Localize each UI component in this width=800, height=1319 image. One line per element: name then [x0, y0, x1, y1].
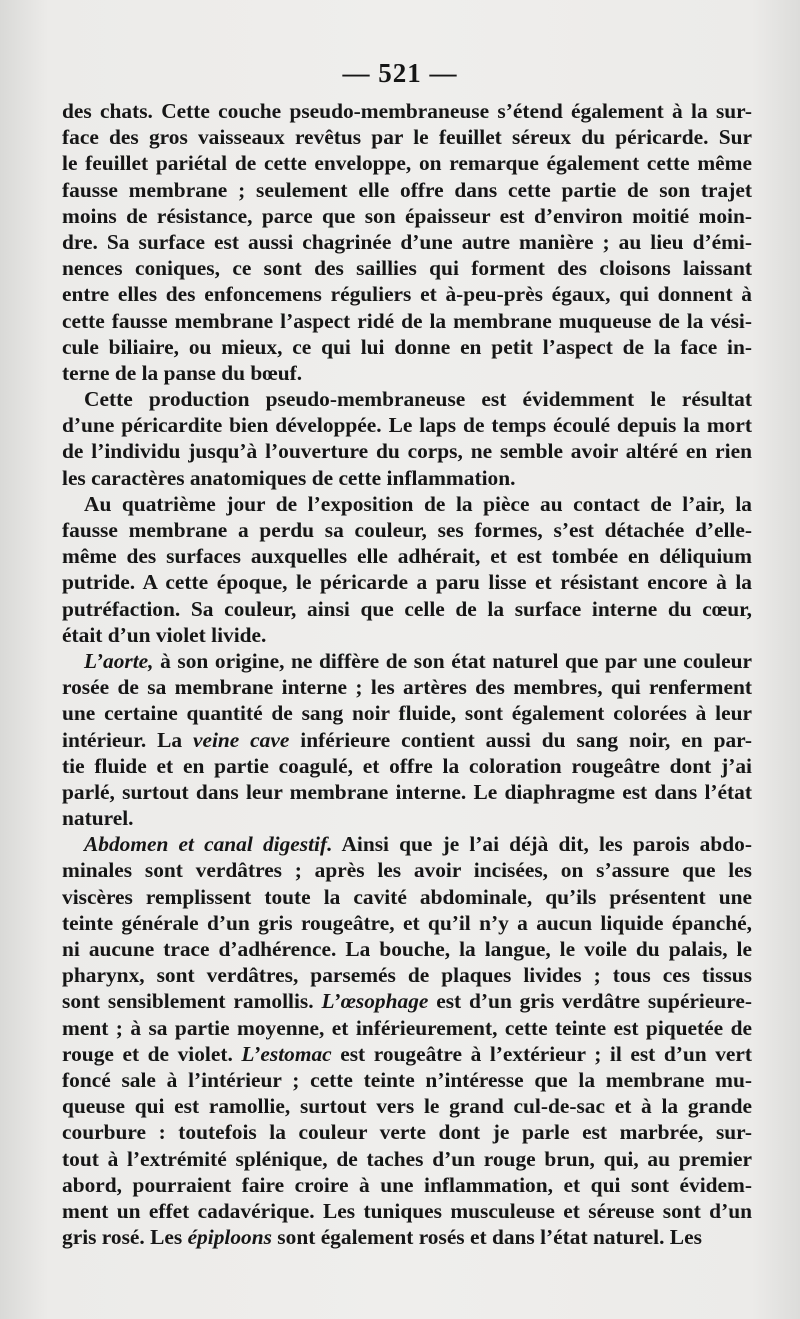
text-line	[62, 884, 752, 910]
text-line	[62, 857, 752, 883]
italic-term: veine cave	[192, 727, 290, 752]
text-line	[62, 779, 752, 805]
text-line	[62, 727, 752, 753]
text-line	[62, 753, 752, 779]
text-line	[62, 622, 752, 648]
text-run: entre elles des enfoncemens réguliers et à-peu-près égaux, qui donnent à	[62, 282, 752, 307]
text-run: cule biliaire, ou mieux, ce qui lui donne en petit l’aspect de la face in-	[62, 334, 752, 359]
text-line	[62, 1172, 752, 1198]
text-run: fausse membrane ; seulement elle offre dans cette partie de son trajet	[62, 177, 752, 202]
italic-term: L’aorte,	[84, 648, 154, 673]
text-line	[62, 543, 752, 569]
text-line	[62, 831, 752, 857]
text-line	[62, 465, 752, 491]
paragraph	[62, 491, 752, 648]
text-line	[62, 1119, 752, 1145]
text-run: ni aucune trace d’adhérence. La bouche, la langue, le voile du palais, le	[62, 937, 752, 961]
text-line	[62, 648, 752, 674]
text-line	[62, 255, 752, 281]
text-line	[62, 438, 752, 464]
text-run: moins de résistance, parce que son épaisseur est d’environ moitié moin-	[62, 203, 752, 228]
text-line	[62, 98, 752, 124]
text-line	[62, 910, 752, 936]
text-run: est rougeâtre à l’extérieur ; il est d’un vert	[331, 1041, 752, 1066]
text-run: face des gros vaisseaux revêtus par le feuillet séreux du péricarde. Sur	[62, 125, 752, 150]
text-line	[62, 674, 752, 700]
text-run: des chats. Cette couche pseudo-membraneuse s’étend également à la sur-	[62, 99, 752, 123]
text-run: ment un effet cadavérique. Les tuniques musculeuse et séreuse sont d’un	[62, 1198, 752, 1223]
text-run: fausse membrane a perdu sa couleur, ses formes, s’est détachée d’elle-	[62, 518, 752, 542]
text-line	[62, 229, 752, 255]
text-run: d’une péricardite bien développée. Le laps de temps écoulé depuis la mort	[62, 413, 752, 438]
body-text	[62, 98, 752, 1250]
text-line	[62, 491, 752, 517]
text-run: tie fluide et en partie coagulé, et offre la coloration rougeâtre dont j’ai	[62, 753, 752, 778]
text-run: minales sont verdâtres ; après les avoir incisées, on s’assure que les	[62, 858, 752, 883]
text-run: ment ; à sa partie moyenne, et inférieurement, cette teinte est piquetée de	[62, 1015, 752, 1040]
text-run: sont également rosés et dans l’état naturel. Les	[271, 1225, 702, 1250]
italic-term: épiploons	[187, 1225, 272, 1250]
text-run: naturel.	[62, 806, 134, 831]
text-run: inférieure contient aussi du sang noir, en par-	[289, 727, 753, 752]
paragraph	[62, 386, 752, 491]
text-run: gris rosé. Les	[62, 1225, 188, 1250]
text-run: dre. Sa surface est aussi chagrinée d’une autre manière ; au lieu d’émi-	[62, 229, 752, 254]
text-line	[62, 1041, 752, 1067]
text-run: nences coniques, ce sont des saillies qui forment des cloisons laissant	[62, 256, 752, 281]
text-run: parlé, surtout dans leur membrane interne. Le diaphragme est dans l’état	[62, 779, 752, 804]
text-run: à son origine, ne diffère de son état naturel que par une couleur	[153, 648, 752, 673]
text-run: est d’un gris verdâtre supérieure-	[428, 989, 752, 1014]
text-run: de l’individu jusqu’à l’ouverture du corps, ne semble avoir altéré en rien	[62, 439, 752, 464]
text-line	[62, 1093, 752, 1119]
text-run: Au quatrième jour de l’exposition de la pièce au contact de l’air, la	[84, 491, 752, 516]
text-line	[62, 1067, 752, 1093]
text-run: viscères remplissent toute la cavité abdominale, qu’ils présentent une	[62, 884, 752, 909]
text-line	[62, 412, 752, 438]
text-line	[62, 962, 752, 988]
text-run: était d’un violet livide.	[62, 622, 267, 647]
text-run: pharynx, sont verdâtres, parsemés de plaques livides ; tous ces tissus	[62, 963, 752, 988]
text-line	[62, 517, 752, 543]
text-line	[62, 177, 752, 203]
text-run: tout à l’extrémité splénique, de taches d’un rouge brun, qui, au premier	[62, 1146, 752, 1171]
text-line	[62, 308, 752, 334]
text-line	[62, 700, 752, 726]
text-run: Ainsi que je l’ai déjà dit, les parois abdo-	[332, 832, 752, 857]
text-run: queuse qui est ramollie, surtout vers le grand cul-de-sac et à la grande	[62, 1094, 752, 1119]
text-line	[62, 281, 752, 307]
text-run: Cette production pseudo-membraneuse est évidemment le résultat	[84, 387, 752, 412]
paragraph	[62, 831, 752, 1250]
text-line	[62, 805, 752, 831]
text-run: courbure : toutefois la couleur verte dont je parle est marbrée, sur-	[62, 1120, 752, 1145]
text-run: abord, pourraient faire croire à une inflammation, et qui sont évidem-	[62, 1172, 752, 1197]
text-line	[62, 1015, 752, 1041]
text-line	[62, 1198, 752, 1224]
text-run: teinte générale d’un gris rougeâtre, et qu’il n’y a aucun liquide épanché,	[62, 910, 752, 935]
page-number: — 521 —	[342, 58, 458, 88]
text-line	[62, 360, 752, 386]
italic-term: L’œsophage	[321, 989, 429, 1014]
text-line	[62, 203, 752, 229]
paragraph	[62, 648, 752, 831]
text-line	[62, 386, 752, 412]
text-run: putride. A cette époque, le péricarde a paru lisse et résistant encore à la	[62, 570, 752, 595]
text-run: rouge et de violet.	[62, 1041, 242, 1066]
text-line	[62, 569, 752, 595]
italic-term: Abdomen et canal digestif.	[84, 832, 333, 857]
text-line	[62, 988, 752, 1014]
text-run: putréfaction. Sa couleur, ainsi que celle de la surface interne du cœur,	[62, 596, 752, 621]
text-run: les caractères anatomiques de cette inflammation.	[62, 465, 516, 490]
text-line	[62, 1224, 752, 1250]
paragraph	[62, 98, 752, 386]
text-line	[62, 150, 752, 176]
text-line	[62, 1146, 752, 1172]
italic-term: L’estomac	[241, 1041, 332, 1066]
text-run: une certaine quantité de sang noir fluide, sont également colorées à leur	[62, 701, 752, 726]
text-line	[62, 124, 752, 150]
text-run: intérieur. La	[62, 727, 193, 752]
text-run: cette fausse membrane l’aspect ridé de la membrane muqueuse de la vési-	[62, 308, 752, 333]
text-run: terne de la panse du bœuf.	[62, 360, 303, 385]
text-line	[62, 596, 752, 622]
text-run: même des surfaces auxquelles elle adhérait, et est tombée en déliquium	[62, 544, 752, 569]
text-run: sont sensiblement ramollis.	[62, 989, 322, 1014]
text-line	[62, 936, 752, 962]
text-line	[62, 334, 752, 360]
text-run: le feuillet pariétal de cette enveloppe, on remarque également cette même	[62, 151, 752, 176]
text-run: rosée de sa membrane interne ; les artères des membres, qui renferment	[62, 675, 752, 700]
text-run: foncé sale à l’intérieur ; cette teinte n’intéresse que la membrane mu-	[62, 1067, 752, 1092]
